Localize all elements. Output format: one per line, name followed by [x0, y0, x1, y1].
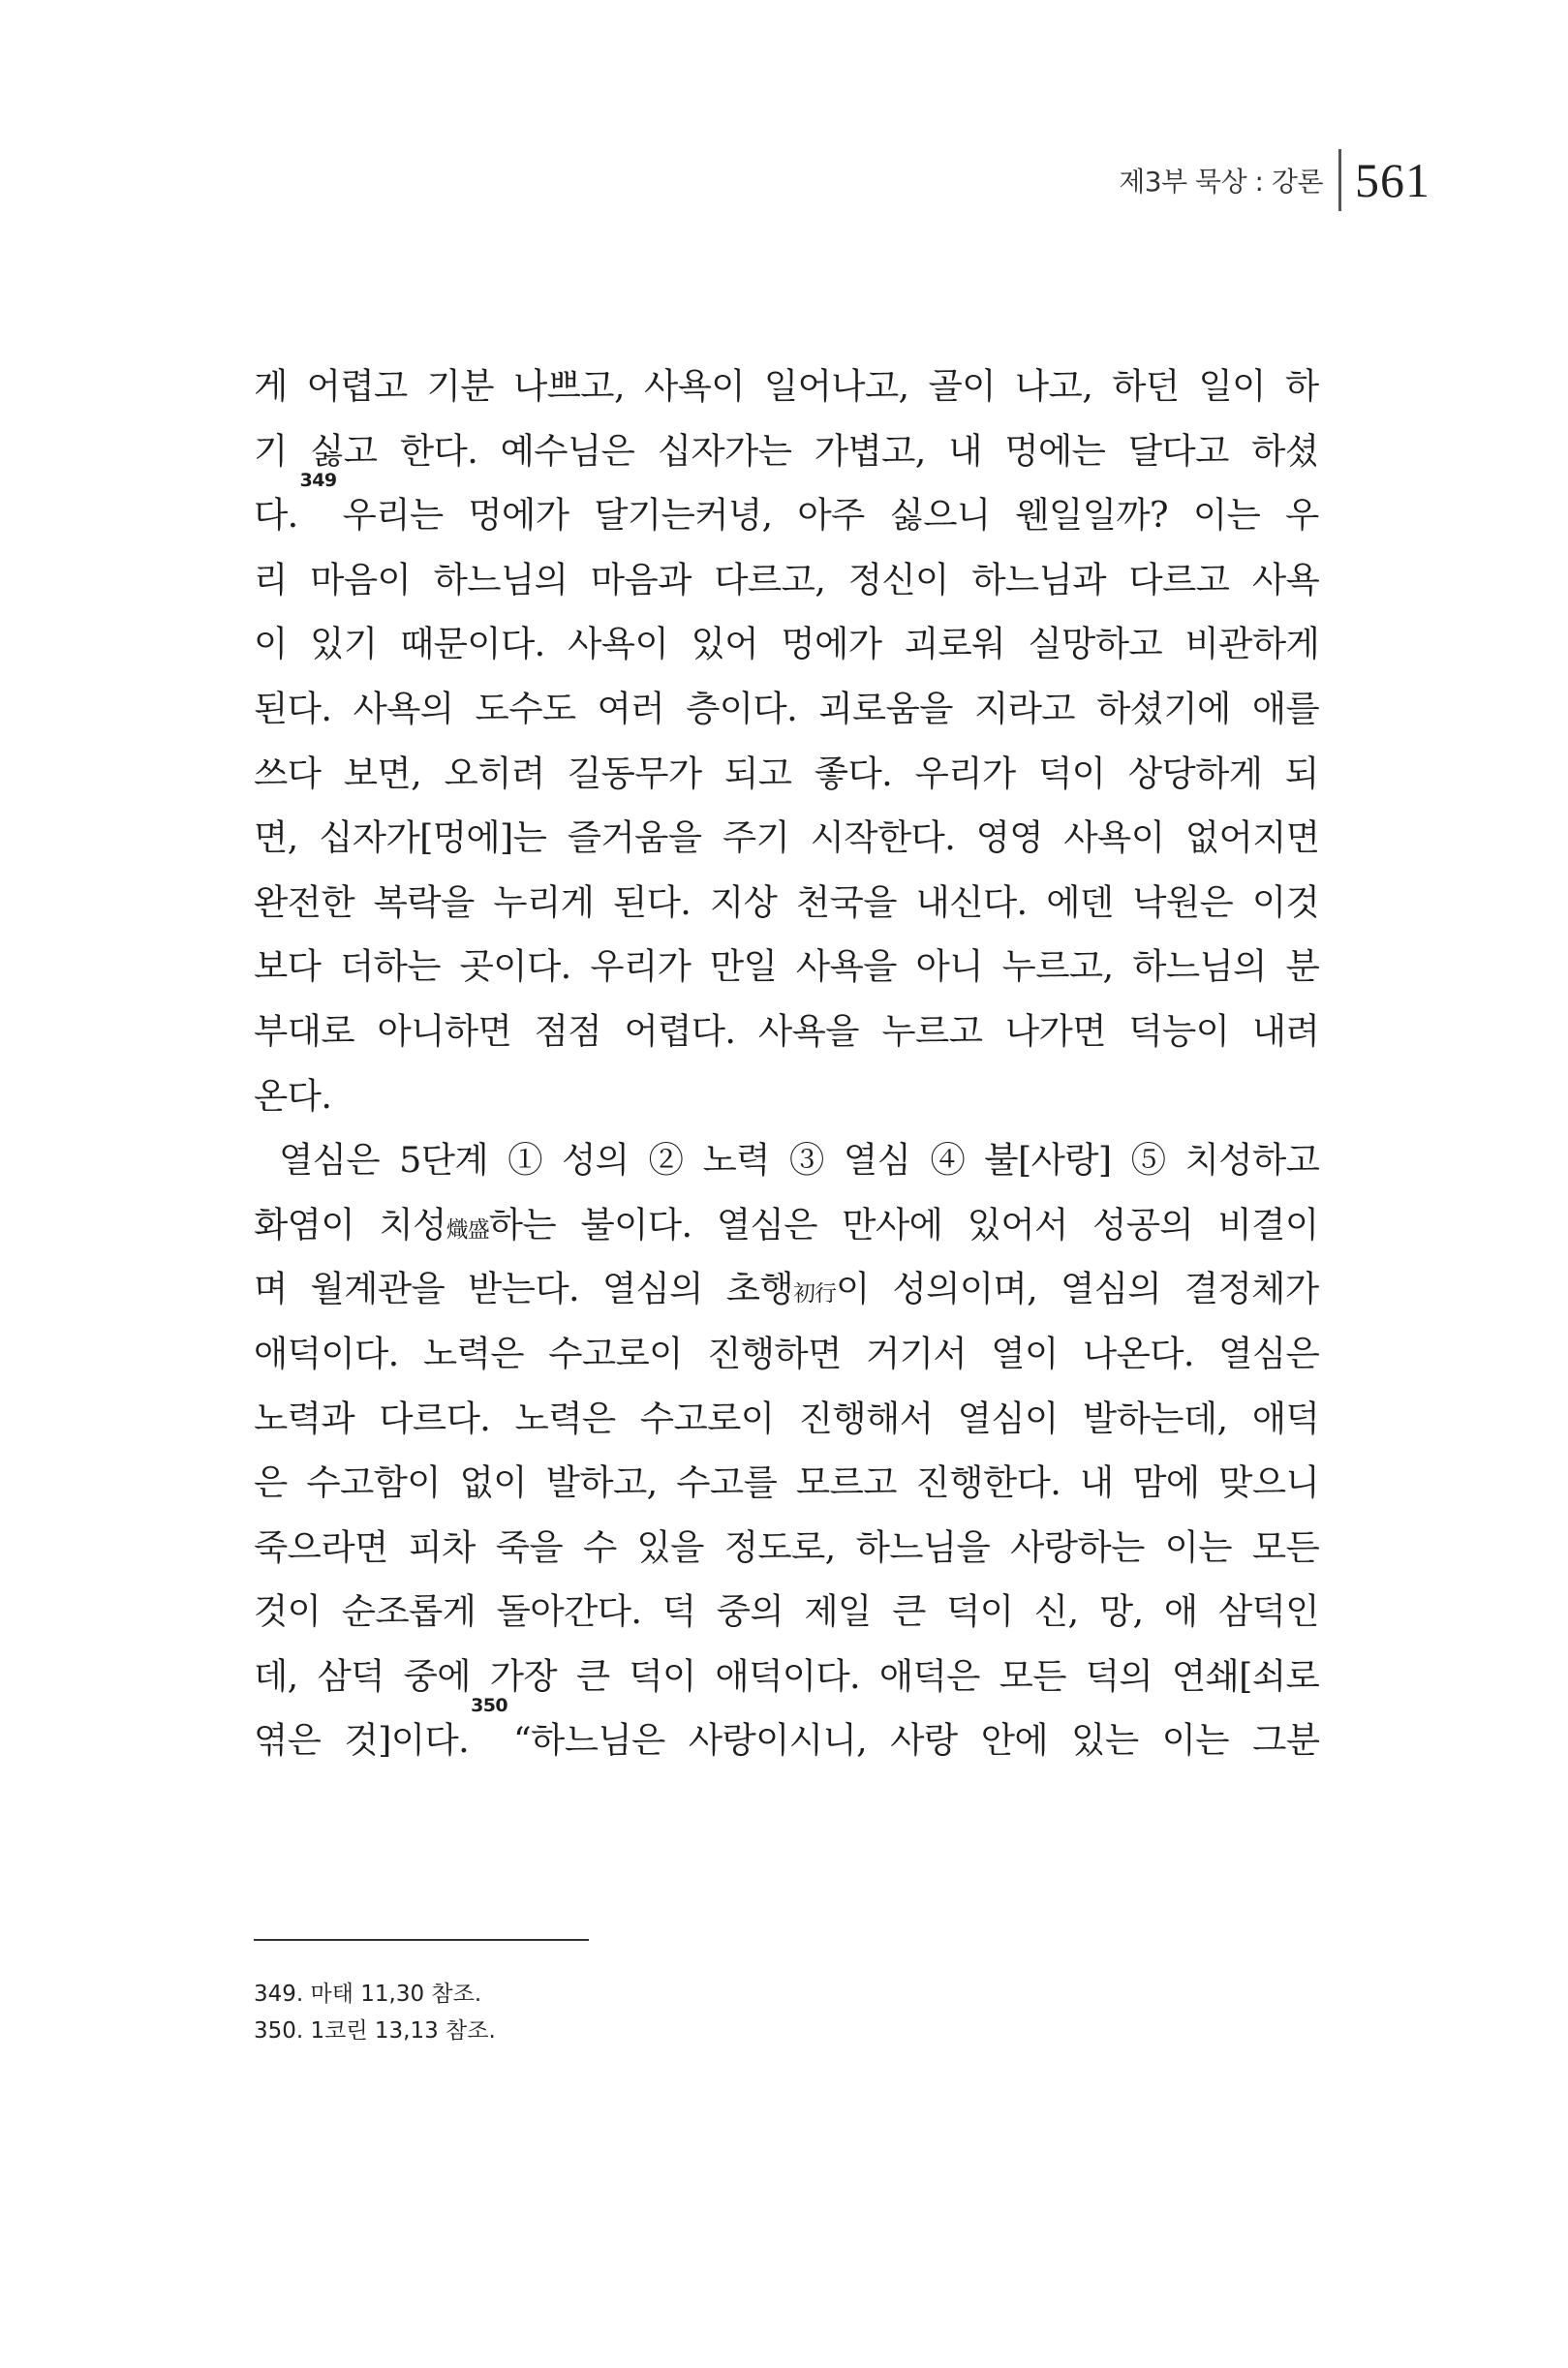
- line-text-start: 화염이 치성: [254, 1203, 446, 1246]
- footnote-350: 350. 1코린 13,13 참조.: [254, 2018, 496, 2044]
- page-number: 561: [1355, 153, 1430, 207]
- line-text-start: 엮은 것]이다.: [254, 1719, 470, 1762]
- text-line: [254, 1451, 1319, 1516]
- body-text: [254, 354, 1319, 1773]
- text-line: [254, 806, 1319, 871]
- footnote-divider: [254, 1939, 589, 1941]
- line-text-end: 우리는 멍에가 달기는커녕, 아주 싫으니 웬일일까? 이는 우: [342, 494, 1319, 537]
- line-text: 쓰다 보면, 오히려 길동무가 되고 좋다. 우리가 덕이 상당하게 되: [254, 752, 1319, 794]
- line-text-end: 이 성의이며, 열심의 결정체가: [836, 1268, 1319, 1310]
- hanja-gloss: 熾盛: [446, 1216, 489, 1243]
- line-text: 데, 삼덕 중에 가장 큰 덕이 애덕이다. 애덕은 모든 덕의 연쇄[쇠로: [254, 1654, 1320, 1697]
- text-line: [254, 1193, 1319, 1258]
- text-line: [254, 999, 1319, 1064]
- line-text: 은 수고함이 없이 발하고, 수고를 모르고 진행한다. 내 맘에 맞으니: [254, 1461, 1320, 1504]
- line-text: 것이 순조롭게 돌아간다. 덕 중의 제일 큰 덕이 신, 망, 애 삼덕인: [254, 1590, 1319, 1633]
- line-text: 애덕이다. 노력은 수고로이 진행하면 거기서 열이 나온다. 열심은: [254, 1332, 1320, 1374]
- text-line: [254, 354, 1319, 419]
- line-text: 게 어렵고 기분 나쁘고, 사욕이 일어나고, 골이 나고, 하던 일이 하: [254, 365, 1319, 407]
- text-line: [254, 1257, 1319, 1322]
- line-text-end: 하는 불이다. 열심은 만사에 있어서 성공의 비결이: [488, 1203, 1319, 1246]
- line-text: 노력과 다르다. 노력은 수고로이 진행해서 열심이 발하는데, 애덕: [254, 1397, 1320, 1439]
- text-line: [254, 871, 1319, 936]
- text-line: [254, 548, 1319, 613]
- text-line: [254, 419, 1319, 484]
- section-title: 제3부 묵상 : 강론: [1119, 166, 1323, 198]
- text-line: [254, 1064, 1319, 1129]
- text-line: [254, 677, 1319, 742]
- line-text: 죽으라면 피차 죽을 수 있을 정도로, 하느님을 사랑하는 이는 모든: [254, 1525, 1320, 1568]
- line-text: 보다 더하는 곳이다. 우리가 만일 사욕을 아니 누르고, 하느님의 분: [254, 945, 1320, 988]
- hanja-gloss: 初行: [793, 1281, 837, 1307]
- line-text-end: “하느님은 사랑이시니, 사랑 안에 있는 이는 그분: [512, 1719, 1320, 1762]
- line-text: 완전한 복락을 누리게 된다. 지상 천국을 내신다. 에덴 낙원은 이것: [254, 880, 1320, 923]
- line-text: 열심은 5단계 ① 성의 ② 노력 ③ 열심 ④ 불[사랑] ⑤ 치성하고: [279, 1139, 1320, 1182]
- line-text: 된다. 사욕의 도수도 여러 층이다. 괴로움을 지라고 하셨기에 애를: [254, 687, 1320, 729]
- line-text: 면, 십자가[멍에]는 즐거움을 주기 시작한다. 영영 사욕이 없어지면: [254, 816, 1320, 859]
- line-text: [254, 1257, 1319, 1322]
- footnote-ref-349: 349: [299, 470, 337, 492]
- text-line: [254, 1516, 1319, 1581]
- text-line: [254, 470, 1319, 548]
- footnotes: [254, 1976, 496, 2049]
- header-divider: [1338, 149, 1341, 211]
- line-text: 온다.: [254, 1074, 332, 1117]
- running-head: [1119, 145, 1430, 215]
- text-line: [254, 1387, 1319, 1452]
- text-line: [254, 1645, 1319, 1709]
- text-line: [254, 1322, 1319, 1387]
- text-line: [254, 1580, 1319, 1645]
- line-text: 기 싫고 한다. 예수님은 십자가는 가볍고, 내 멍에는 달다고 하셨: [254, 429, 1319, 472]
- text-line: [254, 935, 1319, 999]
- text-line: [254, 1128, 1319, 1193]
- text-line: [254, 742, 1319, 807]
- line-text-start: 며 월계관을 받는다. 열심의 초행: [254, 1268, 794, 1310]
- line-text: [254, 1695, 1320, 1773]
- text-line: [254, 612, 1319, 677]
- line-text: 부대로 아니하면 점점 어렵다. 사욕을 누르고 나가면 덕능이 내려: [254, 1009, 1320, 1052]
- line-text-start: 다.: [254, 494, 298, 537]
- footnote-ref-350: 350: [471, 1695, 507, 1717]
- line-text: [254, 1193, 1319, 1258]
- footnote-349: 349. 마태 11,30 참조.: [254, 1982, 482, 2007]
- text-line: [254, 1695, 1320, 1773]
- line-text: 리 마음이 하느님의 마음과 다르고, 정신이 하느님과 다르고 사욕: [254, 558, 1320, 600]
- line-text: 이 있기 때문이다. 사욕이 있어 멍에가 괴로워 실망하고 비관하게: [254, 623, 1320, 665]
- line-text: [254, 470, 1319, 548]
